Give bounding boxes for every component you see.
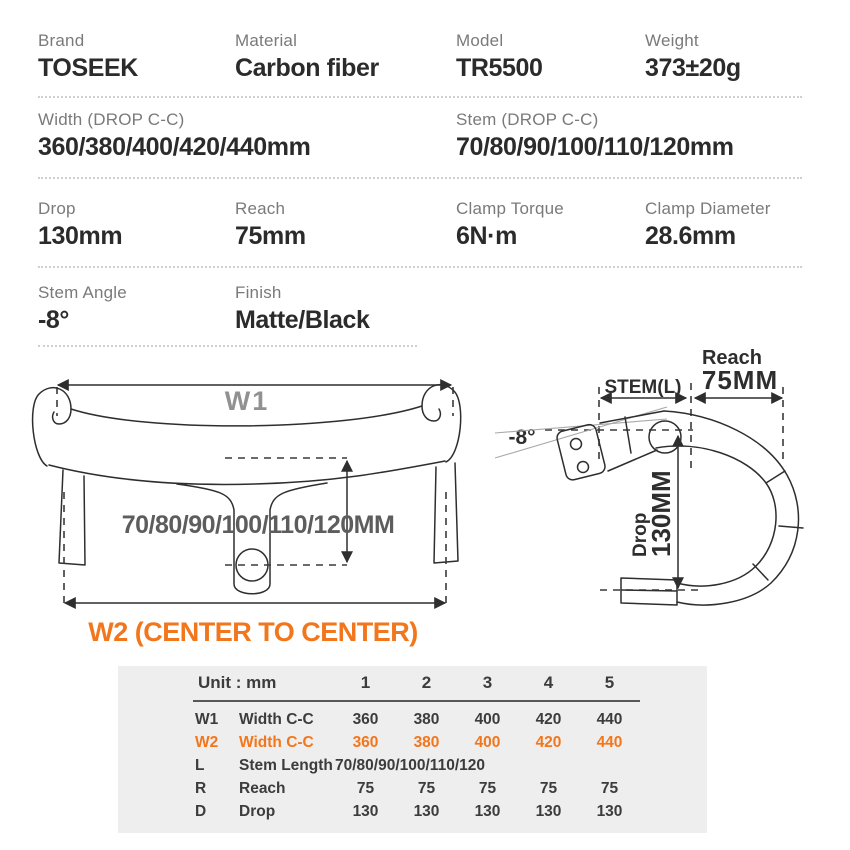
divider bbox=[38, 177, 802, 179]
cell: 400 bbox=[474, 710, 501, 728]
bar-clamp-circle bbox=[649, 421, 681, 453]
column-header: 3 bbox=[457, 673, 518, 701]
unit-label: Unit : mm bbox=[193, 673, 335, 701]
w1-label: W1 bbox=[224, 386, 270, 416]
cell: 130 bbox=[352, 802, 379, 820]
column-header: 1 bbox=[335, 673, 396, 701]
cell: 360 bbox=[352, 710, 379, 728]
spec-value: Carbon fiber bbox=[235, 54, 379, 82]
spec-stem-angle bbox=[38, 283, 127, 335]
spec-finish bbox=[235, 283, 370, 335]
spec-label: Brand bbox=[38, 31, 85, 50]
spec-brand bbox=[38, 31, 138, 83]
row-code: W1 bbox=[195, 710, 219, 728]
spec-label: Clamp Diameter bbox=[645, 199, 771, 218]
column-header: 5 bbox=[579, 673, 640, 701]
handlebar-front-view-diagram bbox=[25, 360, 465, 650]
table-row-l bbox=[193, 754, 640, 777]
spec-label: Model bbox=[456, 31, 504, 50]
spec-clamp-diameter bbox=[645, 199, 771, 251]
right-hood-outline bbox=[422, 385, 461, 462]
spec-stem bbox=[456, 110, 734, 162]
spec-value: TR5500 bbox=[456, 54, 543, 82]
spec-reach bbox=[235, 199, 306, 251]
cell: 360 bbox=[352, 733, 379, 751]
cell: 75 bbox=[478, 779, 497, 797]
spec-label: Weight bbox=[645, 31, 699, 50]
spec-drop bbox=[38, 199, 122, 251]
table-row-w2 bbox=[193, 731, 640, 754]
spec-material bbox=[235, 31, 379, 83]
bar-end-midline bbox=[621, 590, 677, 591]
drop-value: 130MM bbox=[646, 470, 676, 557]
handlebar-side-view-diagram bbox=[460, 340, 850, 630]
bolt-icon bbox=[578, 462, 589, 473]
reach-label: Reach bbox=[701, 347, 763, 369]
spec-value: -8° bbox=[38, 306, 70, 334]
reach-value: 75MM bbox=[701, 365, 779, 395]
spec-value: 130mm bbox=[38, 222, 123, 250]
row-name: Width C-C bbox=[239, 733, 314, 751]
spec-value: 75mm bbox=[235, 222, 306, 250]
spec-clamp-torque bbox=[456, 199, 564, 251]
row-code: R bbox=[195, 779, 207, 797]
spec-value: Matte/Black bbox=[235, 306, 370, 334]
divider bbox=[38, 96, 802, 98]
left-hood-outline bbox=[33, 388, 71, 466]
spec-value: 70/80/90/100/110/120mm bbox=[456, 133, 734, 161]
cell: 400 bbox=[474, 733, 501, 751]
table-row-w1 bbox=[193, 701, 640, 731]
row-name: Reach bbox=[239, 779, 286, 797]
column-header: 2 bbox=[396, 673, 457, 701]
row-code: W2 bbox=[195, 733, 219, 751]
spec-label: Stem (DROP C-C) bbox=[456, 110, 599, 129]
table-row-r bbox=[193, 777, 640, 800]
tube-segment-line bbox=[779, 526, 803, 528]
spec-value: 360/380/400/420/440mm bbox=[38, 133, 311, 161]
stem-lengths-label: 70/80/90/100/110/120MM bbox=[121, 511, 395, 539]
spec-value: 6N·m bbox=[456, 222, 517, 250]
cell: 130 bbox=[474, 802, 501, 820]
spec-value: 373±20g bbox=[645, 54, 741, 82]
spec-label: Material bbox=[235, 31, 298, 50]
spec-weight bbox=[645, 31, 741, 83]
stem-top-edge bbox=[600, 411, 664, 423]
spec-label: Drop bbox=[38, 199, 76, 218]
column-header: 4 bbox=[518, 673, 579, 701]
divider bbox=[38, 345, 417, 347]
spec-label: Stem Angle bbox=[38, 283, 127, 302]
row-name: Stem Length bbox=[239, 756, 333, 774]
spec-width bbox=[38, 110, 310, 162]
spec-label: Reach bbox=[235, 199, 286, 218]
left-drop bbox=[59, 470, 85, 565]
divider bbox=[38, 266, 802, 268]
table-row-d bbox=[193, 800, 640, 823]
tube-segment-line bbox=[753, 564, 768, 580]
row-name: Width C-C bbox=[239, 710, 314, 728]
spec-value: 28.6mm bbox=[645, 222, 736, 250]
bar-bottom-edge bbox=[49, 461, 445, 484]
cell: 420 bbox=[535, 733, 562, 751]
cell: 75 bbox=[356, 779, 375, 797]
tube-segment-line bbox=[766, 471, 785, 483]
row-code: D bbox=[195, 802, 207, 820]
drop-curve-outer bbox=[664, 411, 799, 605]
cell: 75 bbox=[417, 779, 436, 797]
cell: 70/80/90/100/110/120 bbox=[335, 756, 485, 774]
stem-length-label: STEM(L) bbox=[604, 377, 682, 398]
cell: 380 bbox=[413, 710, 440, 728]
cell: 130 bbox=[596, 802, 623, 820]
size-table bbox=[193, 673, 640, 823]
cell: 440 bbox=[596, 733, 623, 751]
spec-model bbox=[456, 31, 543, 83]
spec-label: Finish bbox=[235, 283, 282, 302]
spec-value: TOSEEK bbox=[38, 54, 138, 82]
cell: 75 bbox=[539, 779, 558, 797]
cell: 440 bbox=[596, 710, 623, 728]
row-name: Drop bbox=[239, 802, 276, 820]
drop-label: Drop bbox=[630, 512, 651, 557]
cell: 130 bbox=[535, 802, 562, 820]
stem-angle-label: -8° bbox=[508, 426, 536, 449]
cell: 380 bbox=[413, 733, 440, 751]
w2-label: W2 (CENTER TO CENTER) bbox=[88, 617, 418, 647]
bolt-icon bbox=[571, 439, 582, 450]
row-code: L bbox=[195, 756, 205, 774]
cell: 130 bbox=[413, 802, 440, 820]
cell: 420 bbox=[535, 710, 562, 728]
cell: 75 bbox=[600, 779, 619, 797]
stem-bottom-edge bbox=[608, 450, 657, 471]
spec-label: Clamp Torque bbox=[456, 199, 564, 218]
spec-label: Width (DROP C-C) bbox=[38, 110, 185, 129]
table-header-row bbox=[193, 673, 640, 701]
